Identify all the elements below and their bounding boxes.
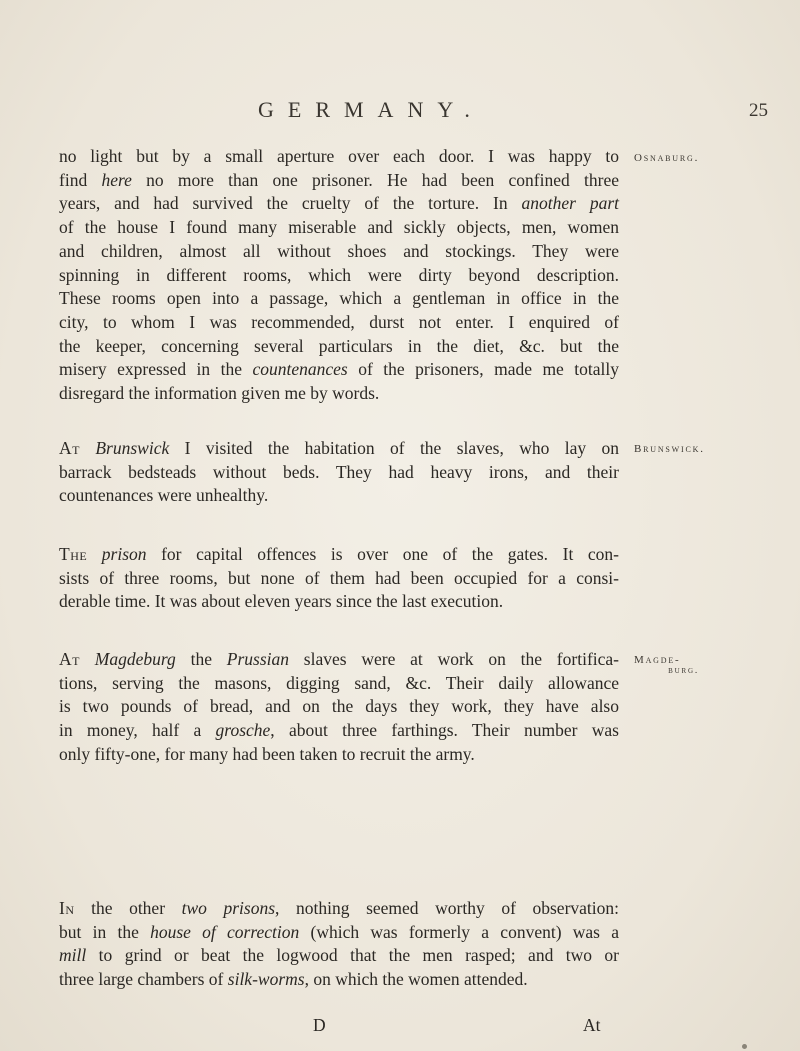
text-line: In the other two prisons, nothing seemed worthy of observation: (59, 898, 619, 918)
margin-note-magdeburg-line2: burg. (668, 666, 699, 676)
italic-text: Magdeburg (94, 649, 176, 669)
text-line: At Magdeburg the Prussian slaves were at work on the fortifica- (59, 649, 619, 669)
text-line: The prison for capital offences is over one of the gates. It con- (59, 544, 620, 564)
italic-text: mill (59, 945, 87, 966)
paragraph-2 (59, 437, 619, 508)
text-line: in money, half a grosche, about three farthings. Their number was (59, 720, 619, 741)
italic-text: grosche (215, 720, 271, 741)
italic-text: prison (101, 544, 147, 564)
signature-mark: D (313, 1015, 326, 1035)
italic-text: house of correction (150, 921, 300, 942)
text-line: mill to grind or beat the logwood that the men rasped; and two or (59, 945, 619, 966)
italic-text: countenances (252, 359, 348, 380)
italic-text: Prussian (226, 649, 289, 669)
margin-note-osnaburg: Osnaburg. (634, 152, 700, 164)
text-line: no light but by a small aperture over each door. I was happy to (59, 146, 619, 166)
paragraph-opening: At (59, 438, 80, 458)
text-line: the keeper, concerning several particulars in the diet, &c. but the (59, 335, 619, 356)
text-line: misery expressed in the countenances of the prisoners, made me totally (59, 359, 619, 380)
italic-text: another part (521, 193, 619, 214)
text-line: tions, serving the masons, digging sand, &c. Their daily allowance (59, 672, 619, 693)
margin-note-magdeburg-line1: Magde- (634, 654, 681, 666)
page-number: 25 (749, 100, 768, 121)
paragraph-opening: At (59, 649, 80, 669)
text-line: derable time. It was about eleven years since the last execution. (59, 591, 504, 612)
text-line: is two pounds of bread, and on the days they work, they have also (59, 696, 619, 717)
paragraph-4 (59, 648, 619, 767)
text-line: These rooms open into a passage, which a gentleman in office in the (59, 288, 619, 309)
margin-note-magdeburg (634, 654, 699, 676)
text-line: disregard the information given me by words. (59, 383, 380, 404)
text-line: three large chambers of silk-worms, on which the women attended. (59, 969, 528, 990)
text-line: sists of three rooms, but none of them had been occupied for a consi- (59, 567, 619, 588)
italic-text: Brunswick (95, 438, 170, 458)
paragraph-opening: In (59, 898, 75, 918)
catchword: At (583, 1015, 601, 1035)
text-line: barrack bedsteads without beds. They had heavy irons, and their (59, 461, 619, 482)
paragraph-1 (59, 145, 619, 406)
text-line: spinning in different rooms, which were dirty beyond description. (59, 264, 619, 285)
margin-note-brunswick: Brunswick. (634, 443, 705, 455)
paper-speck (742, 1044, 747, 1049)
text-line: At Brunswick I visited the habitation of the slaves, who lay on (59, 438, 619, 458)
text-line: city, to whom I was recommended, durst not enter. I enquired of (59, 311, 619, 332)
text-line: but in the house of correction (which was formerly a convent) was a (59, 921, 620, 942)
text-line: only fifty-one, for many had been taken to recruit the army. (59, 743, 475, 764)
text-line: countenances were unhealthy. (59, 485, 269, 506)
paragraph-opening: The (59, 544, 88, 564)
running-title: GERMANY. (258, 97, 484, 122)
text-line: find here no more than one prisoner. He had been confined three (59, 169, 619, 190)
italic-text: two prisons (181, 898, 276, 918)
text-line: of the house I found many miserable and sickly objects, men, women (59, 217, 619, 238)
paragraph-5 (59, 897, 619, 992)
italic-text: silk-worms (227, 969, 305, 990)
italic-text: here (101, 169, 132, 190)
paragraph-3 (59, 543, 619, 614)
text-line: years, and had survived the cruelty of the torture. In another part (59, 193, 619, 214)
text-line: and children, almost all without shoes and stockings. They were (59, 240, 619, 261)
